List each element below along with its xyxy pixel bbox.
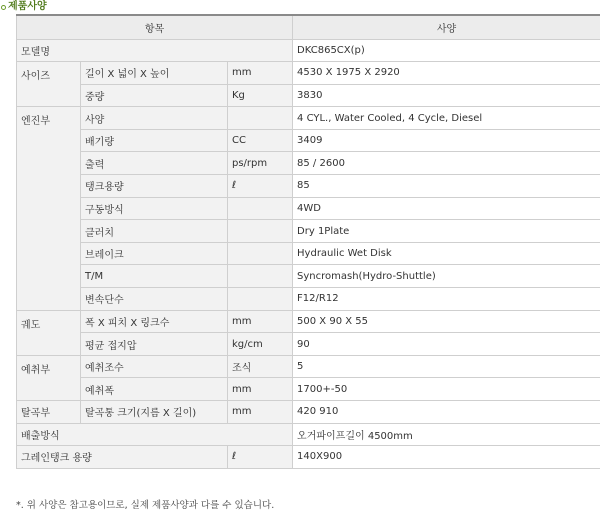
engine-sub-label: 탱크용량 — [81, 175, 228, 198]
engine-sub-label: 구동방식 — [81, 197, 228, 220]
footnote: *. 위 사양은 참고용이므로, 실제 제품사양과 다를 수 있습니다. — [16, 500, 275, 511]
grain-tank-unit: ℓ — [228, 446, 293, 469]
engine-sub-label: 변속단수 — [81, 288, 228, 311]
table-row — [17, 84, 600, 107]
size-sub-label: 길이 X 넓이 X 높이 — [81, 62, 228, 85]
table-row — [17, 265, 600, 288]
engine-value: F12/R12 — [293, 288, 600, 311]
table-row — [17, 242, 600, 265]
discharge-value: 오거파이프길이 4500mm — [293, 423, 600, 446]
engine-unit: ps/rpm — [228, 152, 293, 175]
weight-unit: Kg — [228, 84, 293, 107]
circle-bullet-icon — [1, 5, 6, 10]
table-row — [17, 197, 600, 220]
thresher-label: 탈곡부 — [17, 401, 81, 424]
engine-label: 엔진부 — [17, 107, 81, 310]
table-row — [17, 401, 600, 424]
grain-tank-label: 그레인탱크 용량 — [17, 446, 228, 469]
engine-sub-label: 배기량 — [81, 129, 228, 152]
table-row — [17, 423, 600, 446]
size-value: 4530 X 1975 X 2920 — [293, 62, 600, 85]
reaper-sub-label: 예취조수 — [81, 355, 228, 378]
engine-value: Syncromash(Hydro-Shuttle) — [293, 265, 600, 288]
weight-label: 중량 — [81, 84, 228, 107]
reaper-label: 예취부 — [17, 355, 81, 400]
size-unit: mm — [228, 62, 293, 85]
track-value: 500 X 90 X 55 — [293, 310, 600, 333]
track-unit: mm — [228, 310, 293, 333]
engine-unit — [228, 107, 293, 130]
table-row — [17, 288, 600, 311]
size-label: 사이즈 — [17, 62, 81, 107]
table-header-row — [17, 15, 600, 39]
engine-value: 85 — [293, 175, 600, 198]
engine-sub-label: 사양 — [81, 107, 228, 130]
engine-value: 3409 — [293, 129, 600, 152]
spec-table — [16, 14, 600, 469]
table-row — [17, 446, 600, 469]
reaper-value: 1700+-50 — [293, 378, 600, 401]
table-row — [17, 310, 600, 333]
engine-sub-label: 클러치 — [81, 220, 228, 243]
reaper-unit: 조식 — [228, 355, 293, 378]
engine-sub-label: T/M — [81, 265, 228, 288]
engine-value: 4 CYL., Water Cooled, 4 Cycle, Diesel — [293, 107, 600, 130]
section-title-text: 제품사양 — [8, 1, 47, 12]
weight-value: 3830 — [293, 84, 600, 107]
engine-unit — [228, 288, 293, 311]
header-spec: 사양 — [293, 15, 600, 39]
header-item: 항목 — [17, 15, 293, 39]
engine-unit — [228, 265, 293, 288]
track-unit: kg/cm — [228, 333, 293, 356]
engine-value: 4WD — [293, 197, 600, 220]
engine-value: Hydraulic Wet Disk — [293, 242, 600, 265]
table-row — [17, 107, 600, 130]
table-row — [17, 355, 600, 378]
engine-unit: CC — [228, 129, 293, 152]
table-row — [17, 39, 600, 62]
engine-unit — [228, 242, 293, 265]
reaper-value: 5 — [293, 355, 600, 378]
grain-tank-value: 140X900 — [293, 446, 600, 469]
track-value: 90 — [293, 333, 600, 356]
table-row — [17, 378, 600, 401]
engine-sub-label: 브레이크 — [81, 242, 228, 265]
table-row — [17, 333, 600, 356]
track-label: 궤도 — [17, 310, 81, 355]
engine-unit — [228, 220, 293, 243]
thresher-unit: mm — [228, 401, 293, 424]
table-row — [17, 62, 600, 85]
engine-sub-label: 출력 — [81, 152, 228, 175]
table-row — [17, 129, 600, 152]
engine-value: Dry 1Plate — [293, 220, 600, 243]
thresher-value: 420 910 — [293, 401, 600, 424]
reaper-sub-label: 예취폭 — [81, 378, 228, 401]
reaper-unit: mm — [228, 378, 293, 401]
track-sub-label: 폭 X 피치 X 링크수 — [81, 310, 228, 333]
thresher-sub-label: 탈곡통 크기(지름 X 길이) — [81, 401, 228, 424]
model-label: 모델명 — [17, 39, 293, 62]
section-title — [1, 1, 47, 13]
discharge-label: 배출방식 — [17, 423, 293, 446]
table-row — [17, 220, 600, 243]
track-sub-label: 평균 접지압 — [81, 333, 228, 356]
engine-unit — [228, 197, 293, 220]
model-value: DKC865CX(p) — [293, 39, 600, 62]
table-row — [17, 175, 600, 198]
engine-value: 85 / 2600 — [293, 152, 600, 175]
table-row — [17, 152, 600, 175]
engine-unit: ℓ — [228, 175, 293, 198]
